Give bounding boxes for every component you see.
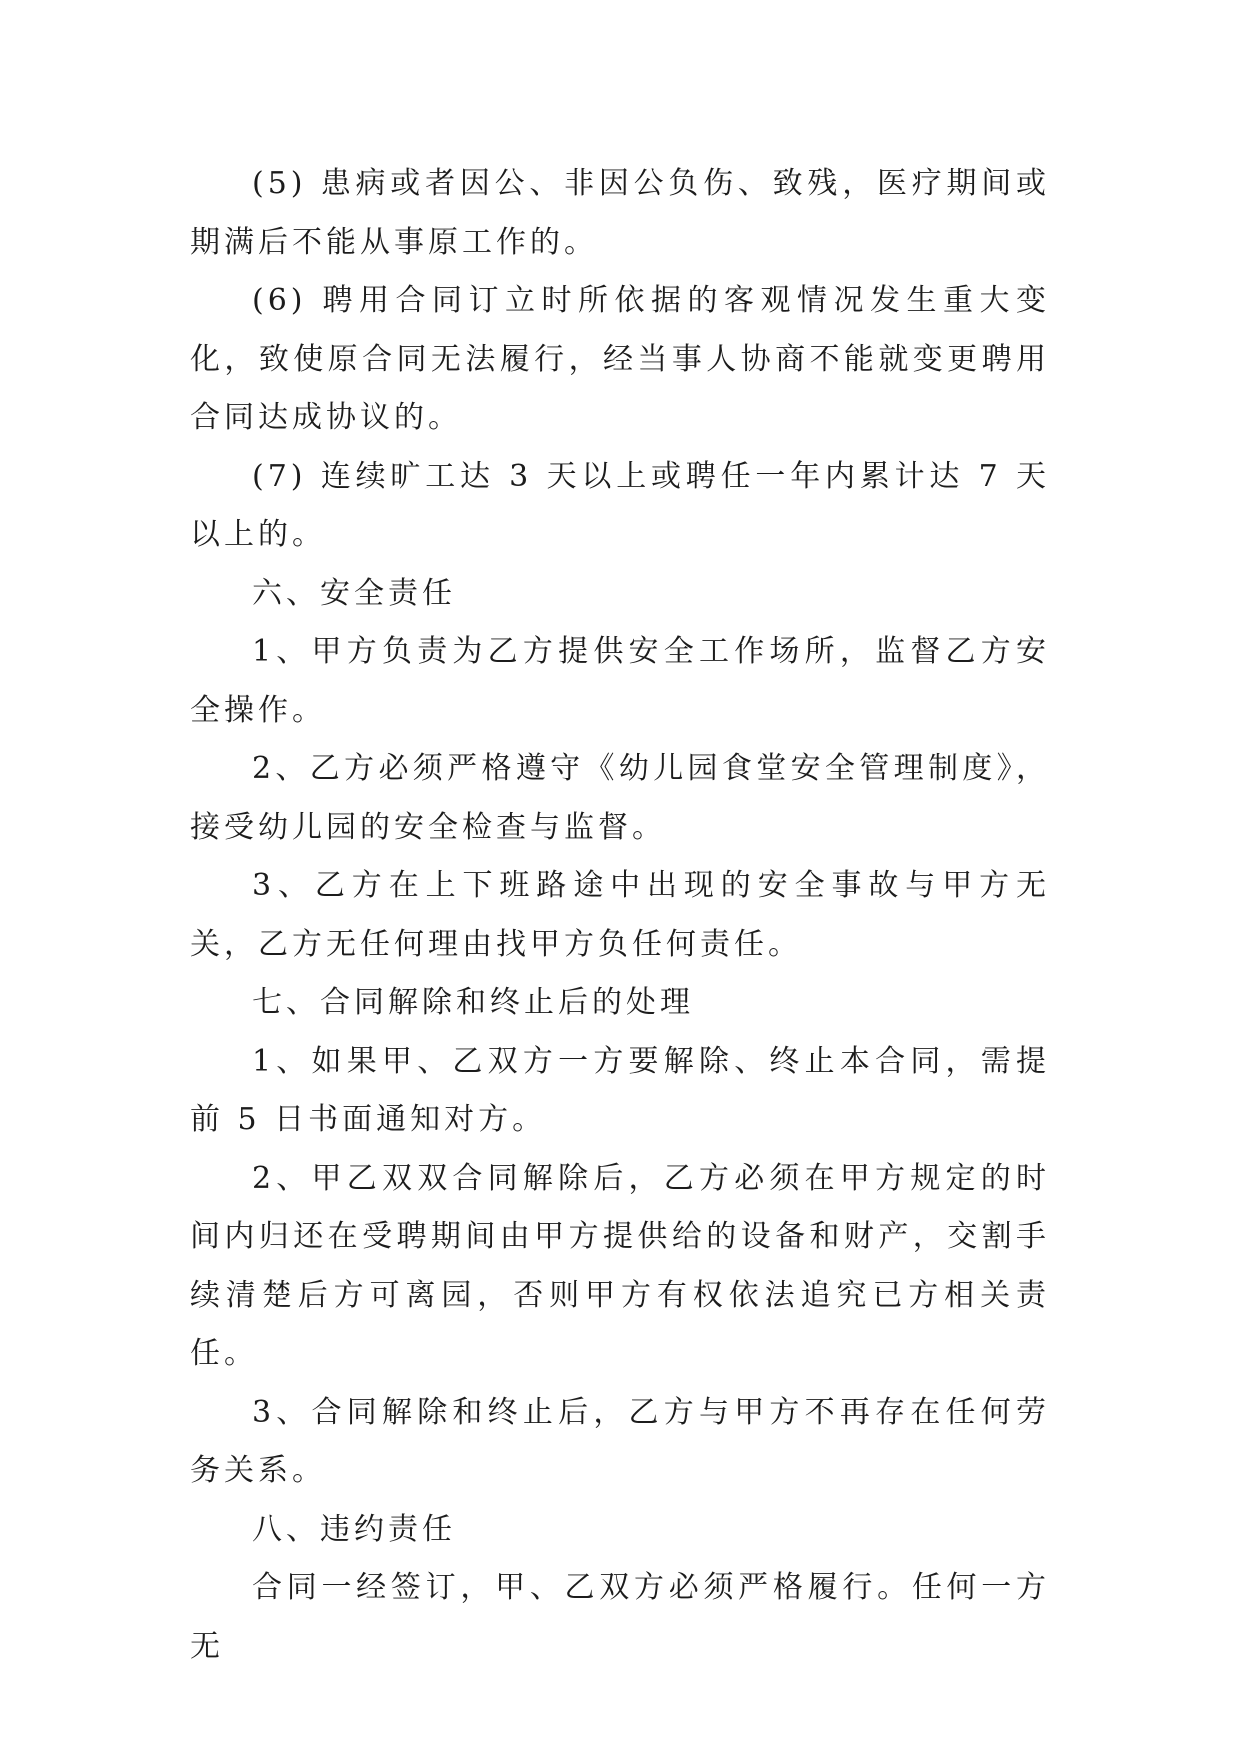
clause-7: (7) 连续旷工达 3 天以上或聘任一年内累计达 7 天以上的。 — [190, 458, 1050, 552]
safety-item-2: 2、乙方必须严格遵守《幼儿园食堂安全管理制度》，接受幼儿园的安全检查与监督。 — [190, 751, 1050, 845]
clause-6: (6) 聘用合同订立时所依据的客观情况发生重大变化，致使原合同无法履行，经当事人协商不能就变更聘用合同达成协议的。 — [190, 283, 1050, 435]
document-body — [190, 155, 1050, 1676]
termination-item-1: 1、如果甲、乙双方一方要解除、终止本合同，需提前 5 日书面通知对方。 — [190, 1043, 1050, 1137]
safety-item-3: 3、乙方在上下班路途中出现的安全事故与甲方无关，乙方无任何理由找甲方负任何责任。 — [190, 868, 1050, 962]
termination-item-3: 3、合同解除和终止后，乙方与甲方不再存在任何劳务关系。 — [190, 1394, 1050, 1488]
section-heading-breach: 八、违约责任 — [252, 1511, 456, 1547]
breach-paragraph: 合同一经签订，甲、乙双方必须严格履行。任何一方无 — [190, 1570, 1050, 1664]
section-heading-termination: 七、合同解除和终止后的处理 — [252, 985, 694, 1020]
clause-5: (5) 患病或者因公、非因公负伤、致残，医疗期间或期满后不能从事原工作的。 — [190, 166, 1050, 260]
safety-item-1: 1、甲方负责为乙方提供安全工作场所，监督乙方安全操作。 — [190, 634, 1050, 728]
termination-item-2: 2、甲乙双双合同解除后，乙方必须在甲方规定的时间内归还在受聘期间由甲方提供给的设备和财产，交割手续清楚后方可离园，否则甲方有权依法追究已方相关责任。 — [190, 1160, 1050, 1371]
section-heading-safety: 六、安全责任 — [252, 575, 456, 611]
